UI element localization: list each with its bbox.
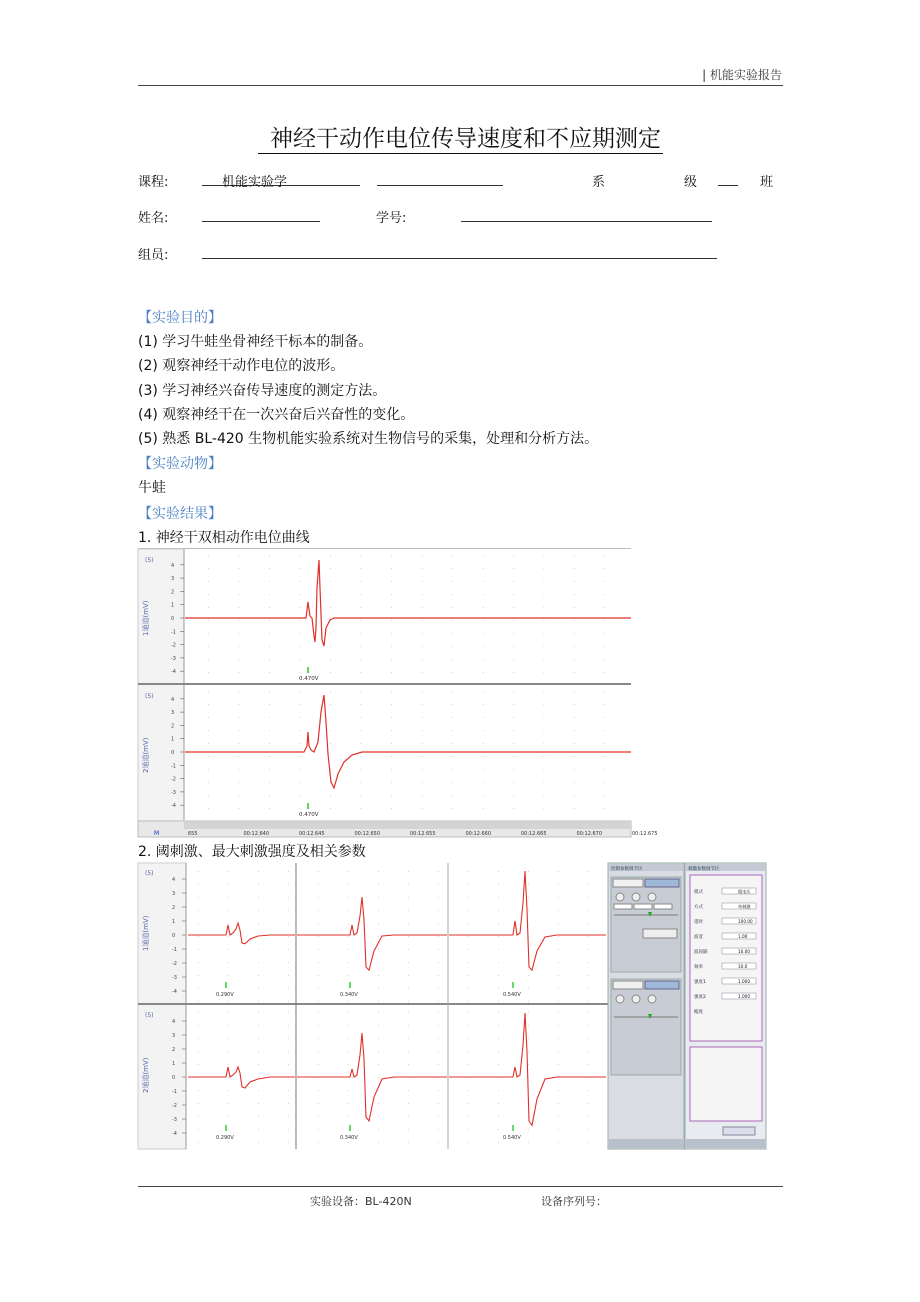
purpose-item-1: (1) 学习牛蛙坐骨神经干标本的制备。 xyxy=(138,334,373,350)
stim-label: 0.290V xyxy=(216,1135,234,1141)
y-tick-label: -4 xyxy=(172,1131,177,1137)
y-tick-label: 3 xyxy=(172,891,176,897)
name-label: 姓名: xyxy=(138,211,169,226)
y-tick-label: 1 xyxy=(172,1061,176,1067)
grade-label: 级 xyxy=(684,175,698,190)
course-label: 课程: xyxy=(138,175,169,190)
channel2-label: 2通道(mV) xyxy=(142,1057,150,1093)
y-tick-label: -3 xyxy=(171,789,176,796)
knob[interactable] xyxy=(648,893,656,901)
param-value: 10.0 xyxy=(738,964,748,969)
param-value: 10.00 xyxy=(738,949,750,954)
report-type-header: | 机能实验报告 xyxy=(702,68,782,82)
purpose-item-4: (4) 观察神经干在一次兴奋后兴奋性的变化。 xyxy=(138,407,415,423)
y-tick-label: 0 xyxy=(171,616,175,622)
group-underline xyxy=(202,258,717,259)
stim-label-ch1: 0.470V xyxy=(299,676,319,682)
footer-device: 实验设备：BL-420N xyxy=(310,1195,412,1208)
result-item-2: 2. 阈刺激、最大刺激强度及相关参数 xyxy=(138,844,366,860)
time-tick-label: 00:12.640 xyxy=(243,831,270,837)
param-value: 粗电压 xyxy=(738,889,751,894)
y-tick-label: -3 xyxy=(172,975,177,981)
y-tick-label: 2 xyxy=(172,905,176,911)
id-label: 学号: xyxy=(376,211,407,226)
stim-label: 0.340V xyxy=(340,992,358,998)
y-tick-label: -2 xyxy=(171,776,176,783)
mode-button[interactable] xyxy=(645,879,679,887)
channel1-label: 1通道(mV) xyxy=(142,600,150,636)
footer-rule xyxy=(138,1186,783,1187)
y-tick-label: -1 xyxy=(172,1089,177,1095)
time-tick-label: 00:12.655 xyxy=(410,831,436,837)
panel-title-control: 控制参数调节区 xyxy=(611,867,643,872)
y-tick-label: -4 xyxy=(171,803,176,810)
knob[interactable] xyxy=(632,995,640,1003)
name-underline xyxy=(202,221,320,222)
mode-button[interactable] xyxy=(645,981,679,989)
purpose-item-2: (2) 观察神经干动作电位的波形。 xyxy=(138,358,345,374)
y-tick-label: -1 xyxy=(171,763,176,770)
section-animal: 【实验动物】 xyxy=(138,456,222,472)
course-extra-underline xyxy=(377,185,503,186)
class-label: 班 xyxy=(760,175,774,190)
time-tick-labels xyxy=(188,831,658,837)
y-tick-label: -3 xyxy=(172,1117,177,1123)
stim-label: 0.540V xyxy=(503,1135,521,1141)
time-tick-label: 00:12.675 xyxy=(632,831,658,837)
stim-label: 0.540V xyxy=(503,992,521,998)
zoom-button[interactable] xyxy=(613,879,643,887)
animal-value: 牛蛙 xyxy=(138,480,166,496)
y-tick-label: 1 xyxy=(171,602,175,609)
channel2-label: 2通道(mV) xyxy=(142,737,150,773)
y-tick-label: 4 xyxy=(171,696,175,703)
stim-start-button[interactable] xyxy=(723,1127,755,1135)
stim-label-ch2: 0.470V xyxy=(299,812,319,818)
y-tick-label: -4 xyxy=(171,669,176,676)
y-tick-label: 4 xyxy=(172,1019,176,1025)
y-tick-label: 2 xyxy=(172,1047,176,1053)
param-label: 模式 xyxy=(694,890,703,895)
y-tick-label: 1 xyxy=(172,919,176,925)
param-label: 延时 xyxy=(694,920,703,925)
zoom-button[interactable] xyxy=(613,981,643,989)
param-label: 波间隔 xyxy=(694,950,708,955)
y-tick-label: 4 xyxy=(171,562,175,569)
param-value: 1.000 xyxy=(738,994,750,999)
purpose-item-5: (5) 熟悉 BL-420 生物机能实验系统对生物信号的采集，处理和分析方法。 xyxy=(138,431,599,447)
unit-tag-ch2: (5) xyxy=(145,1012,154,1019)
time-tick-label: 00:12.650 xyxy=(354,831,381,837)
param-value: 1.000 xyxy=(738,979,750,984)
result-item-1: 1. 神经干双相动作电位曲线 xyxy=(138,530,310,546)
grade-underline xyxy=(718,185,738,186)
group-label: 组员: xyxy=(138,248,169,263)
course-value: 机能实验学 xyxy=(222,175,288,190)
panel-button[interactable] xyxy=(643,929,677,938)
y-tick-label: 4 xyxy=(172,877,176,883)
param-value: 单刺激 xyxy=(738,904,751,909)
section-purpose: 【实验目的】 xyxy=(138,310,222,326)
param-label: 强度2 xyxy=(694,995,706,1000)
time-tick-label: 00:12.645 xyxy=(299,831,325,837)
bottom-tag: M xyxy=(154,830,160,837)
y-tick-label: 2 xyxy=(171,723,175,730)
knob[interactable] xyxy=(616,893,624,901)
footer-serial: 设备序列号： xyxy=(541,1195,607,1208)
param-label: 方式 xyxy=(694,905,703,910)
param-value: 100.00 xyxy=(738,919,753,924)
y-tick-label: -1 xyxy=(171,629,176,636)
time-tick-label: 00:12.665 xyxy=(521,831,547,837)
y-tick-label: -2 xyxy=(172,1103,177,1109)
figure2-threshold-stimulation xyxy=(138,863,766,1149)
y-tick-label: 3 xyxy=(171,576,175,583)
y-tick-label: 0 xyxy=(171,750,175,756)
y-tick-label: 3 xyxy=(171,710,175,717)
y-tick-label: 0 xyxy=(172,1075,176,1081)
header-rule xyxy=(138,85,783,86)
figure1-action-potential xyxy=(138,548,658,837)
param-label: 幅度 xyxy=(694,1010,703,1015)
unit-tag-ch1: (5) xyxy=(145,870,154,877)
unit-tag-ch1: (5) xyxy=(145,557,154,564)
param-label: 频率 xyxy=(694,965,703,970)
y-tick-label: -1 xyxy=(172,947,177,953)
time-tick-label: 00:12.660 xyxy=(465,831,492,837)
y-tick-label: 3 xyxy=(172,1033,176,1039)
knob[interactable] xyxy=(632,893,640,901)
param-value: 1.00 xyxy=(738,934,748,939)
title-text: 神经干动作电位传导速度和不应期测定 xyxy=(258,126,663,154)
time-tick-label: 00:12.670 xyxy=(576,831,603,837)
dept-label: 系 xyxy=(592,175,606,190)
unit-tag-ch2: (5) xyxy=(145,693,154,700)
stimulus-panel xyxy=(685,863,766,1149)
axis-strip xyxy=(138,863,186,1149)
time-tick-label: 655 xyxy=(188,831,198,837)
channel1-label: 1通道(mV) xyxy=(142,915,150,951)
y-tick-label: 2 xyxy=(171,589,175,596)
id-underline xyxy=(461,221,712,222)
section-results: 【实验结果】 xyxy=(138,506,222,522)
y-tick-label: -3 xyxy=(171,655,176,662)
y-tick-label: -2 xyxy=(171,642,176,649)
stim-label: 0.340V xyxy=(340,1135,358,1141)
control-panel-1 xyxy=(608,863,684,1149)
time-scrollbar[interactable] xyxy=(184,822,631,829)
y-tick-label: -2 xyxy=(172,961,177,967)
y-tick-label: 1 xyxy=(171,736,175,743)
knob[interactable] xyxy=(616,995,624,1003)
param-label: 强度1 xyxy=(694,980,706,985)
stim-label: 0.290V xyxy=(216,992,234,998)
param-label: 波宽 xyxy=(694,935,703,940)
y-tick-label: -4 xyxy=(172,989,177,995)
knob[interactable] xyxy=(648,995,656,1003)
panel-title-stimulus: 刺激参数调节区 xyxy=(688,867,720,872)
page-title xyxy=(138,120,783,153)
y-tick-label: 0 xyxy=(172,933,176,939)
purpose-item-3: (3) 学习神经兴奋传导速度的测定方法。 xyxy=(138,383,387,399)
